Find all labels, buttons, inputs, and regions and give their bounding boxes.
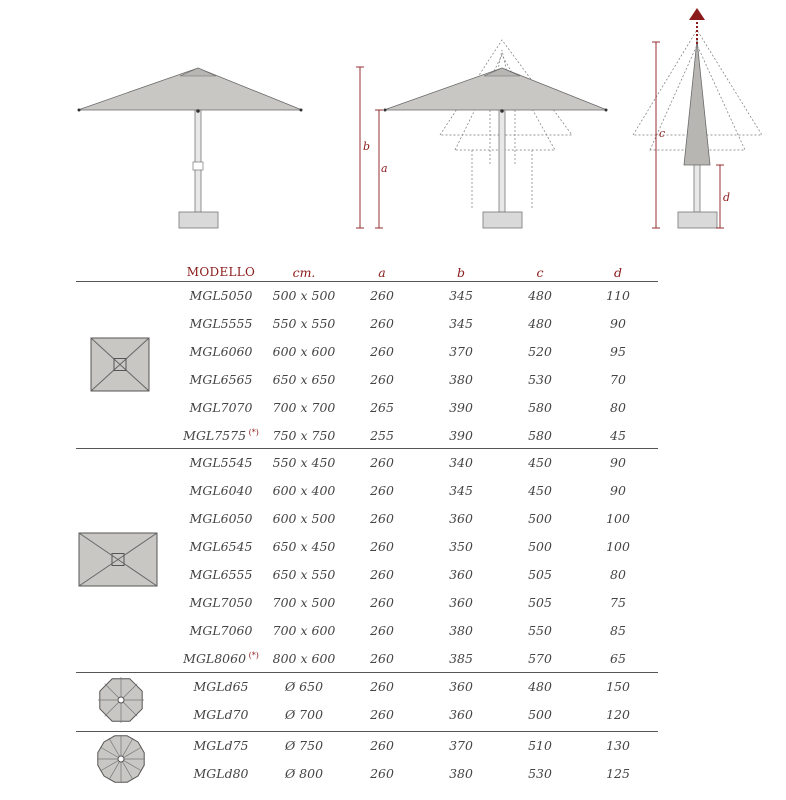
size-cell: 650 x 550 xyxy=(272,567,336,582)
size-cell: 650 x 450 xyxy=(272,539,336,554)
model-header: MODELLO xyxy=(186,265,256,279)
a-cell: 260 xyxy=(370,567,394,582)
size-cell: 650 x 650 xyxy=(272,372,336,387)
model-note: (*) xyxy=(246,428,259,437)
a-cell: 260 xyxy=(370,766,394,781)
d-cell: 100 xyxy=(606,511,630,526)
size-cell: 600 x 600 xyxy=(272,344,336,359)
c-cell: 580 xyxy=(528,400,552,415)
a-cell: 260 xyxy=(370,483,394,498)
dodecagon-icon xyxy=(90,734,152,784)
d-cell: 80 xyxy=(610,400,626,415)
size-cell: 550 x 450 xyxy=(272,455,336,470)
d-cell: 80 xyxy=(610,567,626,582)
d-cell: 120 xyxy=(606,707,630,722)
b-cell: 380 xyxy=(449,623,473,638)
model-code: MGLd70 xyxy=(193,707,249,722)
c-cell: 450 xyxy=(528,483,552,498)
c-cell: 480 xyxy=(528,288,552,303)
rectangle-icon xyxy=(78,532,158,587)
umbrella-tilt-diagram xyxy=(384,40,608,228)
umbrella-diagrams xyxy=(0,0,786,240)
svg-text:a: a xyxy=(381,162,388,175)
c-cell: 480 xyxy=(528,316,552,331)
b-cell: 350 xyxy=(449,539,473,554)
d-cell: 90 xyxy=(610,483,626,498)
a-header: a xyxy=(378,265,386,280)
d-cell: 95 xyxy=(610,344,626,359)
b-cell: 380 xyxy=(449,766,473,781)
b-cell: 360 xyxy=(449,511,473,526)
size-cell: 600 x 400 xyxy=(272,483,336,498)
a-cell: 260 xyxy=(370,738,394,753)
model-code: MGL8060 xyxy=(183,651,247,667)
model-code: MGL6565 xyxy=(189,372,253,387)
a-cell: 255 xyxy=(370,428,394,443)
b-cell: 390 xyxy=(449,428,473,443)
group-separator xyxy=(76,281,658,282)
b-cell: 340 xyxy=(449,455,473,470)
model-code: MGLd80 xyxy=(193,766,249,781)
a-cell: 260 xyxy=(370,679,394,694)
model-note: (*) xyxy=(246,651,259,660)
model-code: MGL6060 xyxy=(189,344,253,359)
a-cell: 260 xyxy=(370,372,394,387)
size-cell: Ø 650 xyxy=(284,679,324,694)
square-icon xyxy=(90,337,150,392)
a-cell: 260 xyxy=(370,455,394,470)
c-cell: 500 xyxy=(528,539,552,554)
b-header: b xyxy=(456,265,465,280)
dimension-lines-a-b xyxy=(356,67,388,228)
model-code: MGL5555 xyxy=(189,316,253,331)
a-cell: 260 xyxy=(370,344,394,359)
d-cell: 100 xyxy=(606,539,630,554)
model-code: MGL7070 xyxy=(189,400,253,415)
svg-text:c: c xyxy=(659,127,666,140)
size-cell: Ø 800 xyxy=(284,766,324,781)
d-cell: 85 xyxy=(610,623,626,638)
size-cell: Ø 750 xyxy=(284,738,324,753)
umbrella-closed-diagram xyxy=(633,8,762,228)
octagon-icon xyxy=(90,676,152,724)
d-cell: 45 xyxy=(610,428,626,443)
d-cell: 125 xyxy=(606,766,630,781)
size-cell: 750 x 750 xyxy=(272,428,336,443)
model-code: MGL6050 xyxy=(189,511,253,526)
c-cell: 500 xyxy=(528,707,552,722)
c-cell: 530 xyxy=(528,372,552,387)
a-cell: 260 xyxy=(370,316,394,331)
svg-text:b: b xyxy=(363,140,371,153)
c-cell: 480 xyxy=(528,679,552,694)
d-cell: 110 xyxy=(606,288,630,303)
a-cell: 260 xyxy=(370,623,394,638)
d-cell: 65 xyxy=(610,651,626,666)
model-code: MGL5545 xyxy=(189,455,253,470)
umbrella-open-diagram xyxy=(78,68,303,228)
model-code: MGL7050 xyxy=(189,595,253,610)
b-cell: 360 xyxy=(449,707,473,722)
a-cell: 265 xyxy=(370,400,394,415)
c-cell: 510 xyxy=(528,738,552,753)
d-cell: 130 xyxy=(606,738,630,753)
b-cell: 380 xyxy=(449,372,473,387)
c-header: c xyxy=(536,265,544,280)
b-cell: 345 xyxy=(449,288,473,303)
size-cell: 700 x 700 xyxy=(272,400,336,415)
group-separator xyxy=(76,731,658,732)
model-code: MGL6545 xyxy=(189,539,253,554)
group-separator xyxy=(76,448,658,449)
group-separator xyxy=(76,672,658,673)
b-cell: 360 xyxy=(449,595,473,610)
c-cell: 570 xyxy=(528,651,552,666)
model-code: MGLd65 xyxy=(193,679,249,694)
a-cell: 260 xyxy=(370,595,394,610)
a-cell: 260 xyxy=(370,539,394,554)
a-cell: 260 xyxy=(370,511,394,526)
size-cell: 500 x 500 xyxy=(272,288,336,303)
size-cell: 800 x 600 xyxy=(272,651,336,666)
d-cell: 150 xyxy=(606,679,630,694)
model-code: MGL7060 xyxy=(189,623,253,638)
d-cell: 90 xyxy=(610,316,626,331)
c-cell: 520 xyxy=(528,344,552,359)
model-code: MGL6555 xyxy=(189,567,253,582)
d-header: d xyxy=(613,265,622,280)
b-cell: 360 xyxy=(449,679,473,694)
a-cell: 260 xyxy=(370,288,394,303)
b-cell: 370 xyxy=(449,344,473,359)
model-code: MGLd75 xyxy=(193,738,249,753)
c-cell: 500 xyxy=(528,511,552,526)
svg-text:d: d xyxy=(723,191,731,204)
d-cell: 90 xyxy=(610,455,626,470)
model-code: MGL6040 xyxy=(189,483,253,498)
a-cell: 260 xyxy=(370,707,394,722)
d-cell: 70 xyxy=(610,372,626,387)
size-cell: Ø 700 xyxy=(284,707,324,722)
c-cell: 450 xyxy=(528,455,552,470)
size-cell: 700 x 600 xyxy=(272,623,336,638)
model-code: MGL5050 xyxy=(189,288,253,303)
b-cell: 390 xyxy=(449,400,473,415)
size-cell: 600 x 500 xyxy=(272,511,336,526)
size-header: cm. xyxy=(292,265,316,280)
c-cell: 550 xyxy=(528,623,552,638)
c-cell: 580 xyxy=(528,428,552,443)
b-cell: 385 xyxy=(449,651,473,666)
c-cell: 530 xyxy=(528,766,552,781)
d-cell: 75 xyxy=(610,595,626,610)
b-cell: 370 xyxy=(449,738,473,753)
b-cell: 345 xyxy=(449,316,473,331)
b-cell: 345 xyxy=(449,483,473,498)
size-cell: 700 x 500 xyxy=(272,595,336,610)
size-cell: 550 x 550 xyxy=(272,316,336,331)
c-cell: 505 xyxy=(528,595,552,610)
c-cell: 505 xyxy=(528,567,552,582)
a-cell: 260 xyxy=(370,651,394,666)
model-code: MGL7575 xyxy=(183,428,247,444)
b-cell: 360 xyxy=(449,567,473,582)
